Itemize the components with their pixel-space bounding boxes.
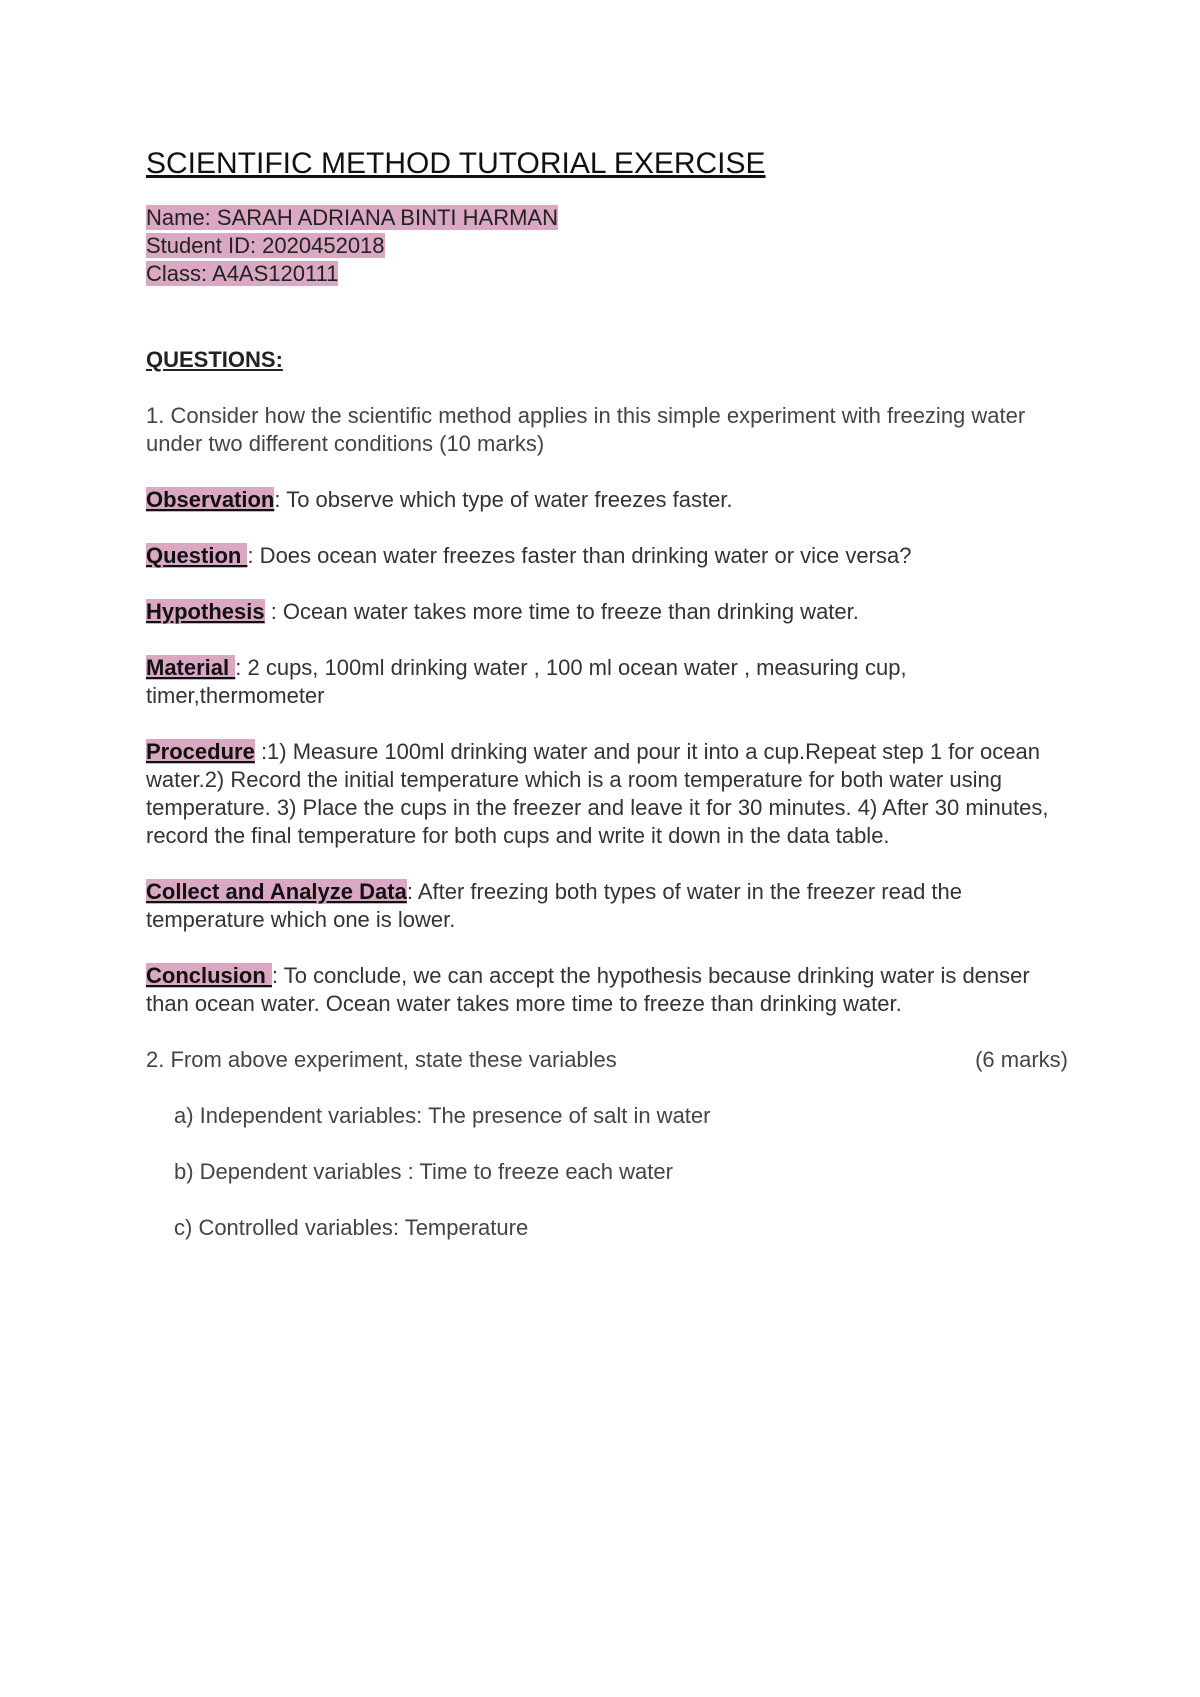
observation-paragraph [146,486,1066,514]
collect-analyze-paragraph [146,878,1066,934]
material-term: Material [146,655,236,680]
document-page [146,146,1066,1242]
question-paragraph [146,542,1066,570]
student-name: Name: SARAH ADRIANA BINTI HARMAN [146,205,558,230]
student-class: Class: A4AS120111 [146,261,339,286]
question-2-marks: (6 marks) [975,1047,1068,1072]
page-title: SCIENTIFIC METHOD TUTORIAL EXERCISE [146,147,766,180]
material-paragraph [146,654,1066,710]
observation-text: : To observe which type of water freezes faster. [274,487,733,512]
independent-variable: a) Independent variables: The presence of salt in water [174,1103,711,1128]
procedure-term: Procedure [146,739,255,764]
student-id: Student ID: 2020452018 [146,233,385,258]
material-text: : 2 cups, 100ml drinking water , 100 ml ocean water , measuring cup, timer,thermometer [146,655,907,708]
collect-analyze-term: Collect and Analyze Data [146,879,407,904]
observation-term: Observation [146,487,275,512]
conclusion-text: : To conclude, we can accept the hypothesis because drinking water is denser than ocean water. Ocean water takes more time to freeze than drinking water. [146,963,1030,1016]
question-2-text: 2. From above experiment, state these variables [146,1047,617,1072]
conclusion-term: Conclusion [146,963,272,988]
question-2 [146,1046,1068,1074]
collect-analyze-text: : After freezing both types of water in the freezer read the temperature which one is lower. [146,879,963,932]
question-1: 1. Consider how the scientific method applies in this simple experiment with freezing water under two different conditions (10 marks) [146,403,1026,456]
questions-heading: QUESTIONS: [146,347,283,372]
question-text: : Does ocean water freezes faster than drinking water or vice versa? [247,543,912,568]
procedure-paragraph [146,738,1066,850]
question-term: Question [146,543,248,568]
hypothesis-text: : Ocean water takes more time to freeze than drinking water. [264,599,859,624]
hypothesis-paragraph [146,598,1066,626]
procedure-text: :1) Measure 100ml drinking water and pour it into a cup.Repeat step 1 for ocean water.2) Record the initial temperature which is a room temperature for both water using temperature. 3) Place the cups in the freezer and leave it for 30 minutes. 4) After 30 minutes, record the final temperature for both cups and write it down in the data table. [146,739,1049,848]
dependent-variable: b) Dependent variables : Time to freeze each water [174,1159,673,1184]
controlled-variable: c) Controlled variables: Temperature [174,1215,529,1240]
student-info [146,204,1066,288]
hypothesis-term: Hypothesis [146,599,265,624]
conclusion-paragraph [146,962,1066,1018]
